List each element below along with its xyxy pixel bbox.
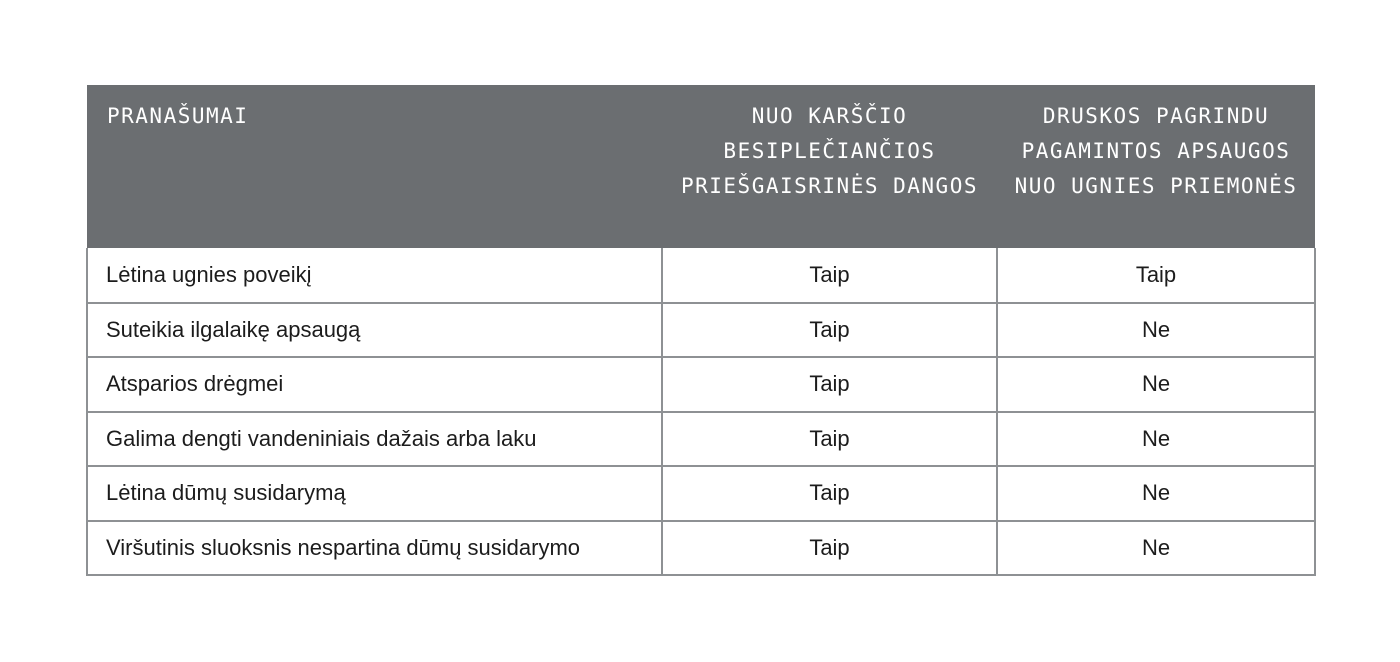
- row-salt-based-cell: Ne: [997, 466, 1315, 521]
- table-row: [87, 466, 1315, 521]
- row-intumescent-cell: Taip: [662, 303, 997, 358]
- row-intumescent-cell: Taip: [662, 248, 997, 303]
- row-salt-based-cell: Ne: [997, 521, 1315, 576]
- row-feature-cell: Galima dengti vandeniniais dažais arba laku: [87, 412, 662, 467]
- row-salt-based-cell: Taip: [997, 248, 1315, 303]
- table-body: [87, 248, 1315, 575]
- row-feature-cell: Atsparios drėgmei: [87, 357, 662, 412]
- row-intumescent-cell: Taip: [662, 357, 997, 412]
- row-feature-cell: Lėtina ugnies poveikį: [87, 248, 662, 303]
- row-salt-based-cell: Ne: [997, 303, 1315, 358]
- table-row: [87, 248, 1315, 303]
- row-salt-based-cell: Ne: [997, 412, 1315, 467]
- table-header: [87, 85, 1315, 248]
- row-intumescent-cell: Taip: [662, 521, 997, 576]
- table-row: [87, 412, 1315, 467]
- header-advantages: PRANAŠUMAI: [87, 85, 662, 248]
- table-row: [87, 521, 1315, 576]
- table-row: [87, 303, 1315, 358]
- header-salt-based-protection: DRUSKOS PAGRINDU PAGAMINTOS APSAUGOS NUO UGNIES PRIEMONĖS: [997, 85, 1315, 248]
- row-salt-based-cell: Ne: [997, 357, 1315, 412]
- table-row: [87, 357, 1315, 412]
- comparison-table: [86, 85, 1316, 576]
- row-intumescent-cell: Taip: [662, 466, 997, 521]
- header-row: [87, 85, 1315, 248]
- row-feature-cell: Suteikia ilgalaikę apsaugą: [87, 303, 662, 358]
- row-intumescent-cell: Taip: [662, 412, 997, 467]
- row-feature-cell: Viršutinis sluoksnis nespartina dūmų susidarymo: [87, 521, 662, 576]
- header-intumescent-coatings: NUO KARŠČIO BESIPLEČIANČIOS PRIEŠGAISRINĖS DANGOS: [662, 85, 997, 248]
- row-feature-cell: Lėtina dūmų susidarymą: [87, 466, 662, 521]
